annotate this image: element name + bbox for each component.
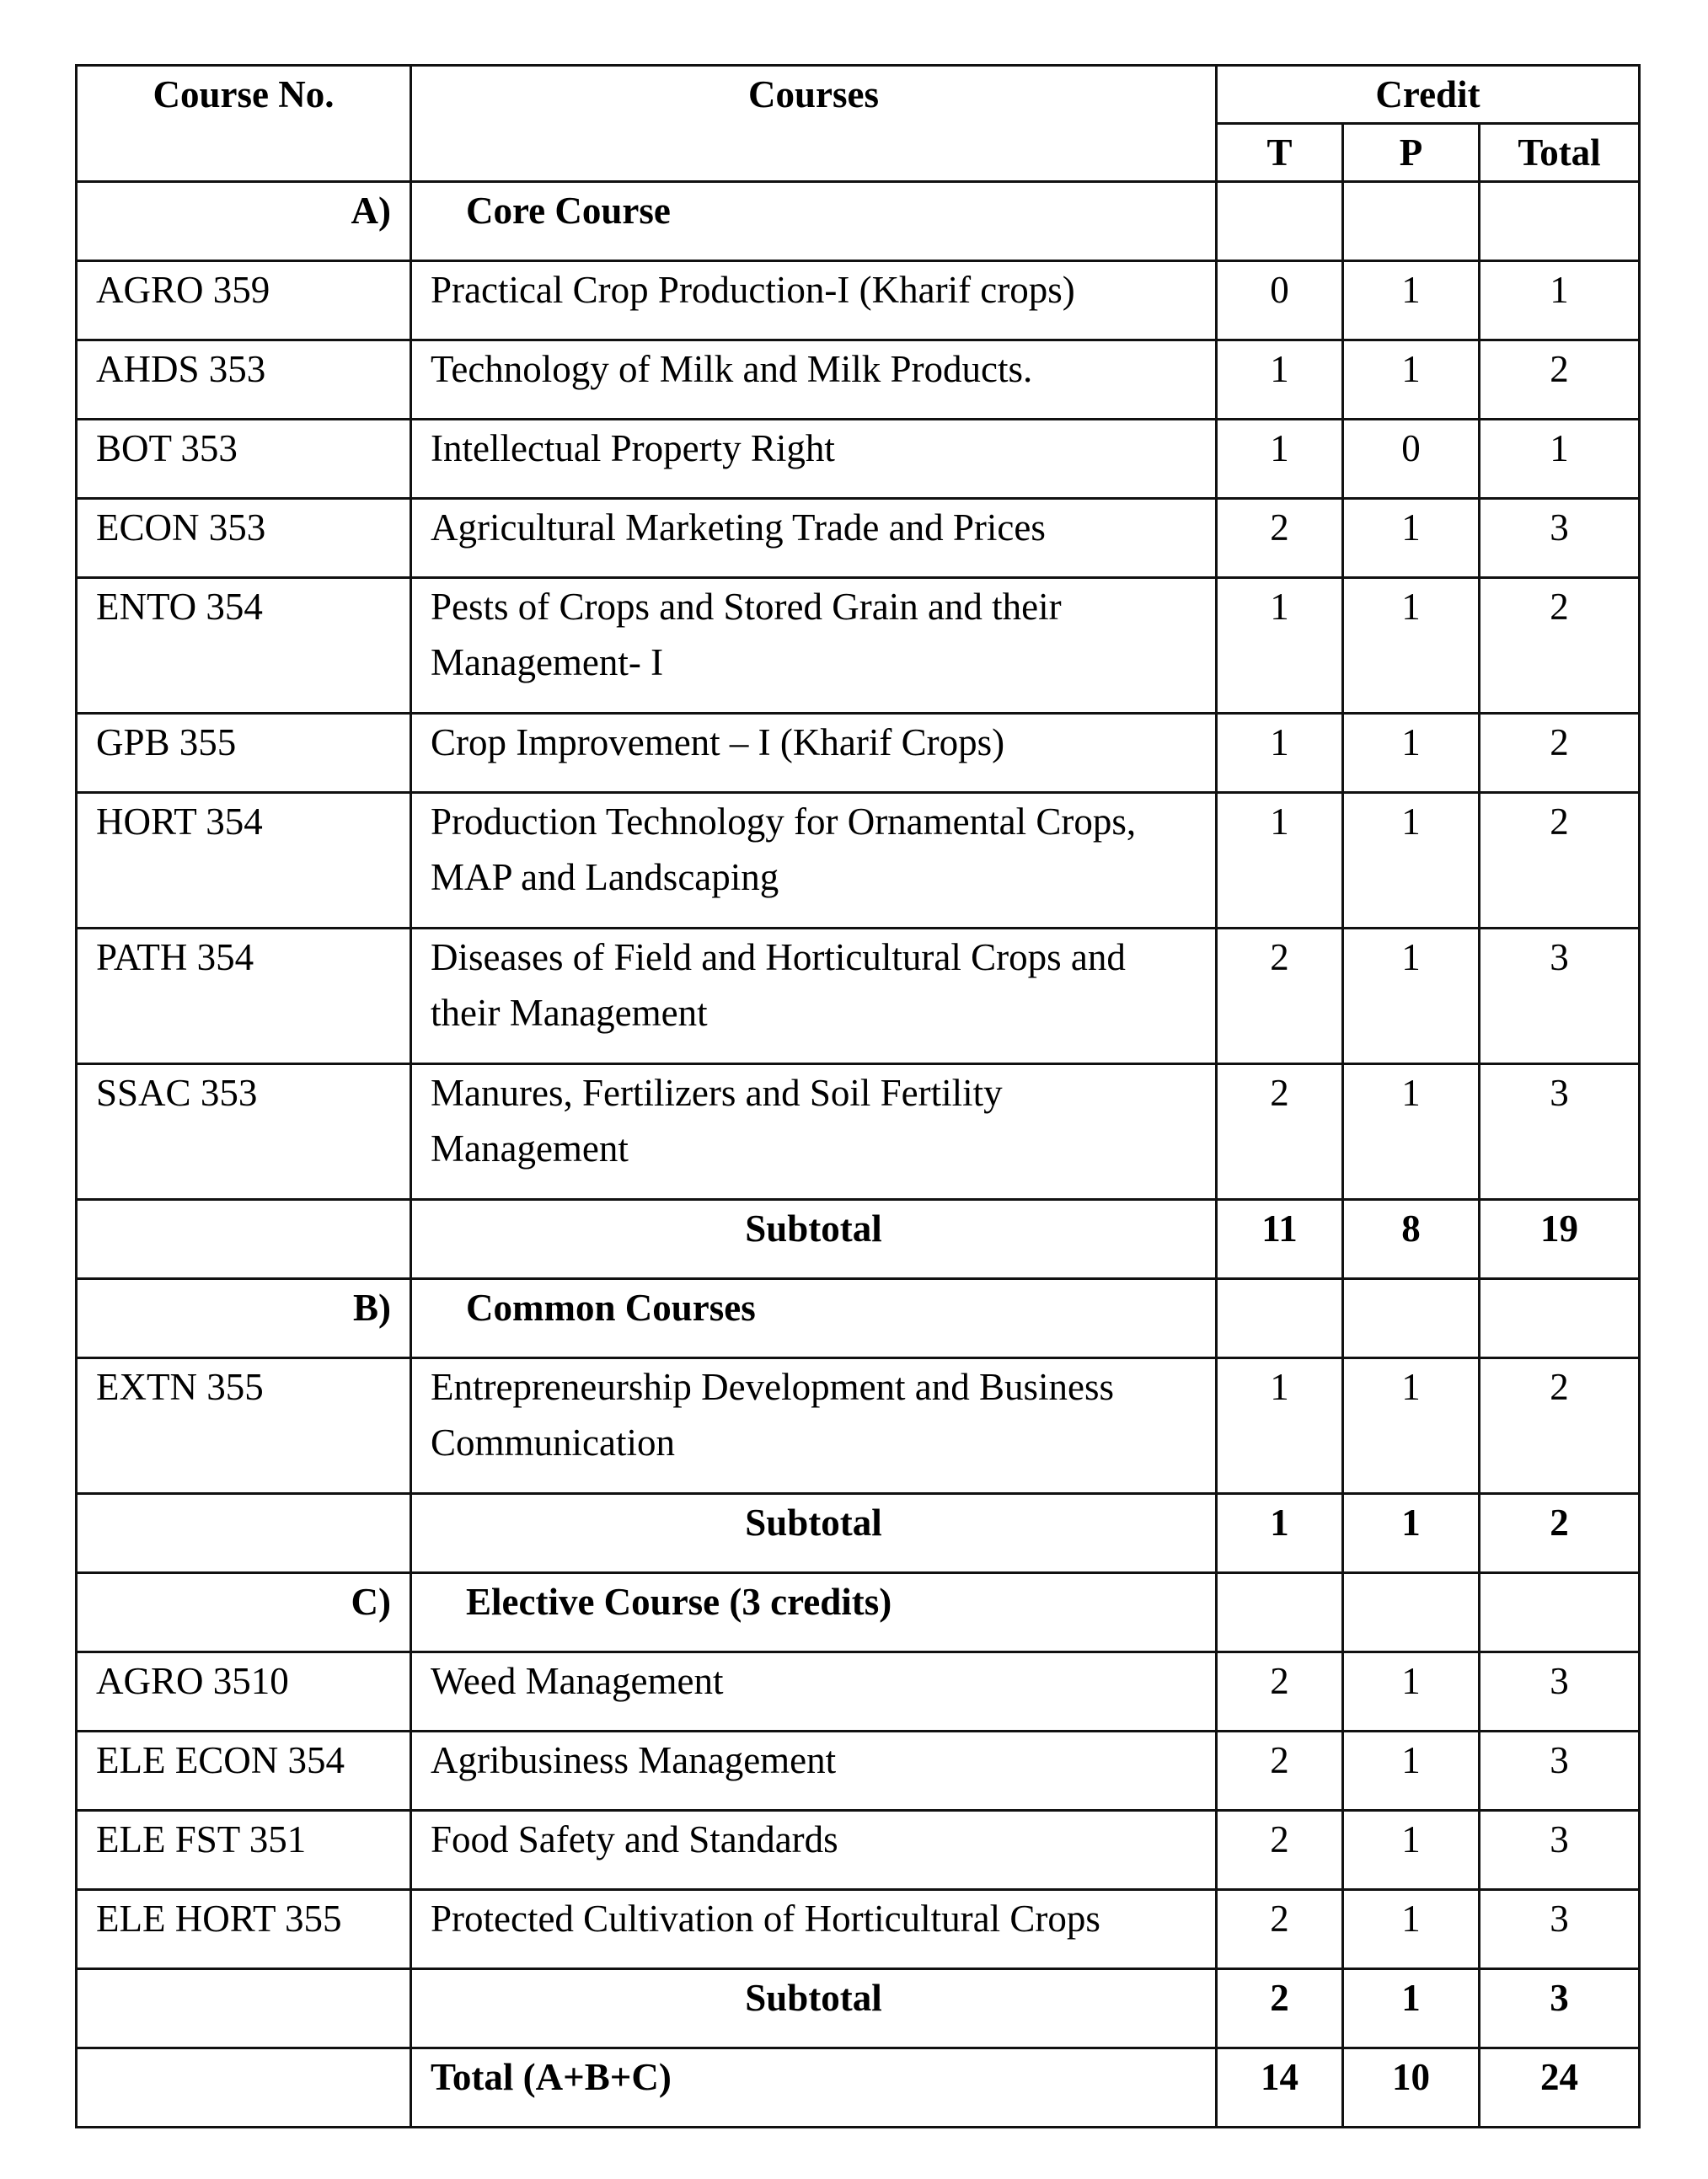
table-row [77, 793, 1640, 929]
course-code: EXTN 355 [77, 1358, 411, 1494]
table-body [77, 182, 1640, 2128]
course-name: Food Safety and Standards [411, 1811, 1217, 1890]
table-row [77, 1890, 1640, 1969]
credit-t: 2 [1217, 1811, 1343, 1890]
course-name: Entrepreneurship Development and Business Communication [411, 1358, 1217, 1494]
section-header-row [77, 182, 1640, 261]
credit-total: 2 [1480, 578, 1640, 714]
credit-total: 2 [1480, 714, 1640, 793]
empty-cell [77, 1969, 411, 2048]
credit-t: 1 [1217, 340, 1343, 420]
course-name: Practical Crop Production-I (Kharif crops) [411, 261, 1217, 340]
credit-p: 1 [1343, 1811, 1480, 1890]
course-name: Weed Management [411, 1652, 1217, 1732]
credit-total: 2 [1480, 1358, 1640, 1494]
course-name: Crop Improvement – I (Kharif Crops) [411, 714, 1217, 793]
header-credit: Credit [1217, 66, 1640, 124]
credit-t: 2 [1217, 499, 1343, 578]
course-name: Intellectual Property Right [411, 420, 1217, 499]
credit-total: 2 [1480, 340, 1640, 420]
subtotal-total: 3 [1480, 1969, 1640, 2048]
header-total: Total [1480, 124, 1640, 182]
header-course-no: Course No. [77, 66, 411, 182]
section-letter: B) [77, 1279, 411, 1358]
credit-t: 2 [1217, 1732, 1343, 1811]
table-row [77, 420, 1640, 499]
credit-total: 1 [1480, 420, 1640, 499]
credit-total: 1 [1480, 261, 1640, 340]
course-name: Diseases of Field and Horticultural Crops and their Management [411, 929, 1217, 1064]
credit-total: 3 [1480, 1811, 1640, 1890]
empty-cell [1343, 182, 1480, 261]
credit-t: 1 [1217, 578, 1343, 714]
empty-cell [1217, 182, 1343, 261]
credit-total: 3 [1480, 1732, 1640, 1811]
table-row [77, 1652, 1640, 1732]
credit-total: 2 [1480, 793, 1640, 929]
grand-total-row [77, 2048, 1640, 2128]
credit-p: 1 [1343, 929, 1480, 1064]
credit-p: 1 [1343, 714, 1480, 793]
course-name: Technology of Milk and Milk Products. [411, 340, 1217, 420]
table-row [77, 499, 1640, 578]
credit-t: 2 [1217, 1652, 1343, 1732]
subtotal-total: 2 [1480, 1494, 1640, 1573]
credit-t: 2 [1217, 929, 1343, 1064]
credit-p: 1 [1343, 1064, 1480, 1200]
subtotal-t: 11 [1217, 1200, 1343, 1279]
course-code: PATH 354 [77, 929, 411, 1064]
course-code: SSAC 353 [77, 1064, 411, 1200]
header-t: T [1217, 124, 1343, 182]
credit-t: 1 [1217, 793, 1343, 929]
empty-cell [77, 1494, 411, 1573]
empty-cell [1343, 1279, 1480, 1358]
course-code: AGRO 359 [77, 261, 411, 340]
credit-p: 1 [1343, 578, 1480, 714]
credit-t: 1 [1217, 1358, 1343, 1494]
empty-cell [1217, 1279, 1343, 1358]
empty-cell [1217, 1573, 1343, 1652]
table-row [77, 261, 1640, 340]
empty-cell [1480, 1279, 1640, 1358]
course-code: AHDS 353 [77, 340, 411, 420]
grand-total-total: 24 [1480, 2048, 1640, 2128]
subtotal-row [77, 1969, 1640, 2048]
subtotal-t: 1 [1217, 1494, 1343, 1573]
course-code: ENTO 354 [77, 578, 411, 714]
course-name: Agribusiness Management [411, 1732, 1217, 1811]
subtotal-row [77, 1494, 1640, 1573]
credit-p: 1 [1343, 793, 1480, 929]
credit-t: 1 [1217, 714, 1343, 793]
course-name: Manures, Fertilizers and Soil Fertility Management [411, 1064, 1217, 1200]
subtotal-total: 19 [1480, 1200, 1640, 1279]
credit-total: 3 [1480, 929, 1640, 1064]
section-title: Common Courses [411, 1279, 1217, 1358]
credit-p: 1 [1343, 261, 1480, 340]
table-row [77, 1732, 1640, 1811]
course-credit-table [75, 64, 1641, 2128]
subtotal-t: 2 [1217, 1969, 1343, 2048]
table-row [77, 1811, 1640, 1890]
course-code: ELE ECON 354 [77, 1732, 411, 1811]
subtotal-label: Subtotal [411, 1494, 1217, 1573]
empty-cell [1343, 1573, 1480, 1652]
table-row [77, 1064, 1640, 1200]
course-code: BOT 353 [77, 420, 411, 499]
section-letter: A) [77, 182, 411, 261]
grand-total-label: Total (A+B+C) [411, 2048, 1217, 2128]
credit-t: 2 [1217, 1890, 1343, 1969]
table-header [77, 66, 1640, 182]
table-row [77, 340, 1640, 420]
empty-cell [77, 1200, 411, 1279]
course-name: Protected Cultivation of Horticultural Crops [411, 1890, 1217, 1969]
section-title: Elective Course (3 credits) [411, 1573, 1217, 1652]
credit-p: 1 [1343, 1358, 1480, 1494]
credit-p: 1 [1343, 340, 1480, 420]
credit-total: 3 [1480, 1890, 1640, 1969]
credit-t: 2 [1217, 1064, 1343, 1200]
credit-p: 1 [1343, 499, 1480, 578]
credit-t: 0 [1217, 261, 1343, 340]
subtotal-label: Subtotal [411, 1200, 1217, 1279]
course-code: GPB 355 [77, 714, 411, 793]
course-name: Pests of Crops and Stored Grain and their Management- I [411, 578, 1217, 714]
credit-p: 1 [1343, 1652, 1480, 1732]
credit-total: 3 [1480, 1652, 1640, 1732]
table-row [77, 1358, 1640, 1494]
course-code: ELE FST 351 [77, 1811, 411, 1890]
credit-p: 1 [1343, 1890, 1480, 1969]
course-code: AGRO 3510 [77, 1652, 411, 1732]
header-courses: Courses [411, 66, 1217, 182]
subtotal-p: 1 [1343, 1969, 1480, 2048]
table-row [77, 929, 1640, 1064]
credit-t: 1 [1217, 420, 1343, 499]
header-p: P [1343, 124, 1480, 182]
section-header-row [77, 1573, 1640, 1652]
subtotal-row [77, 1200, 1640, 1279]
section-header-row [77, 1279, 1640, 1358]
table-row [77, 578, 1640, 714]
section-title: Core Course [411, 182, 1217, 261]
grand-total-t: 14 [1217, 2048, 1343, 2128]
table-row [77, 714, 1640, 793]
empty-cell [1480, 182, 1640, 261]
subtotal-p: 8 [1343, 1200, 1480, 1279]
subtotal-label: Subtotal [411, 1969, 1217, 2048]
credit-total: 3 [1480, 1064, 1640, 1200]
credit-p: 0 [1343, 420, 1480, 499]
empty-cell [77, 2048, 411, 2128]
course-name: Agricultural Marketing Trade and Prices [411, 499, 1217, 578]
credit-p: 1 [1343, 1732, 1480, 1811]
course-name: Production Technology for Ornamental Crops, MAP and Landscaping [411, 793, 1217, 929]
credit-total: 3 [1480, 499, 1640, 578]
subtotal-p: 1 [1343, 1494, 1480, 1573]
empty-cell [1480, 1573, 1640, 1652]
course-code: ECON 353 [77, 499, 411, 578]
section-letter: C) [77, 1573, 411, 1652]
course-code: ELE HORT 355 [77, 1890, 411, 1969]
course-code: HORT 354 [77, 793, 411, 929]
grand-total-p: 10 [1343, 2048, 1480, 2128]
